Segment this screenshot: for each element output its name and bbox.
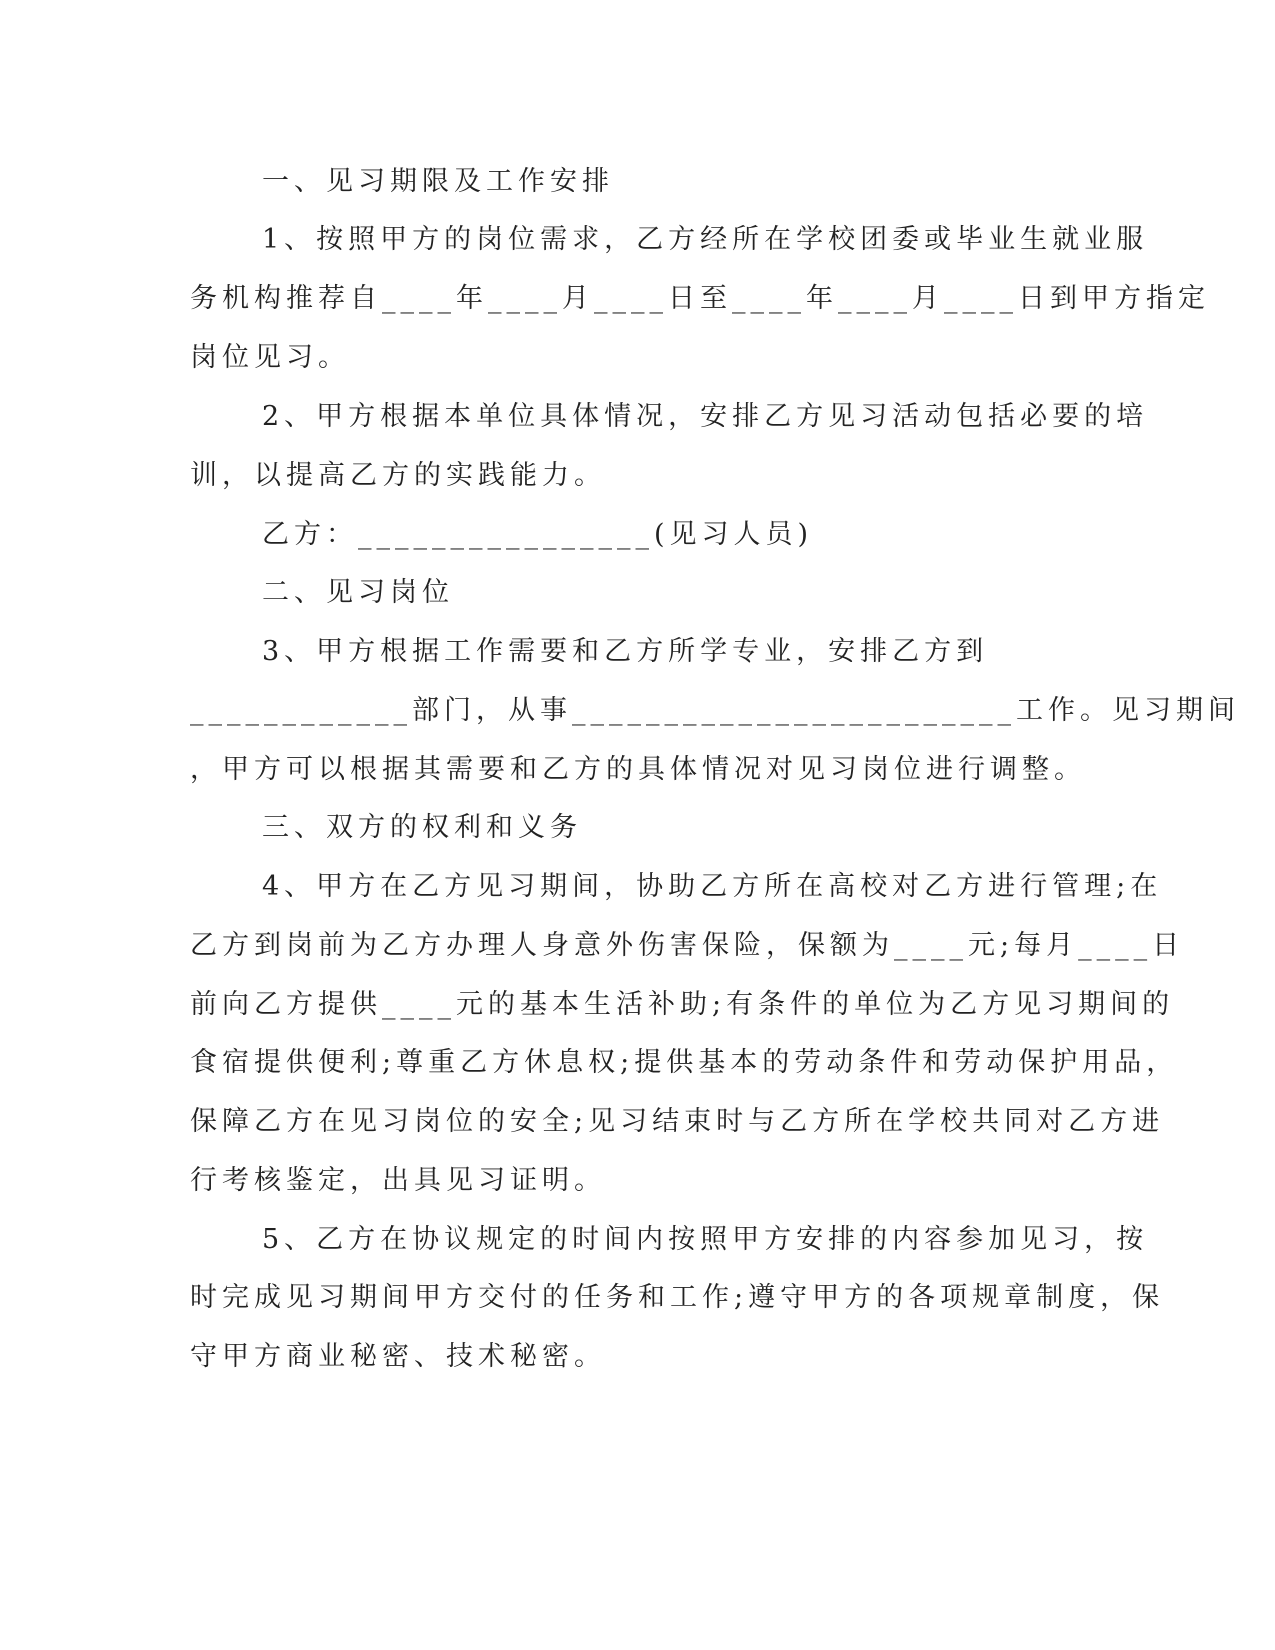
clause-4-line-5: 保障乙方在见习岗位的安全;见习结束时与乙方所在学校共同对乙方进 — [190, 1106, 1165, 1137]
clause-4-line-4: 食宿提供便利;尊重乙方休息权;提供基本的劳动条件和劳动保护用品， — [190, 1047, 1179, 1078]
clause-1-line-3: 岗位见习。 — [190, 342, 350, 373]
clause-2-line-1: 2、甲方根据本单位具体情况，安排乙方见习活动包括必要的培 — [262, 401, 1149, 432]
section-heading-rights-obligations: 三、双方的权利和义务 — [262, 812, 582, 843]
clause-1-line-1: 1、按照甲方的岗位需求，乙方经所在学校团委或毕业生就业服 — [262, 224, 1149, 255]
clause-5-line-2: 时完成见习期间甲方交付的任务和工作;遵守甲方的各项规章制度，保 — [190, 1282, 1165, 1313]
section-heading-internship-period: 一、见习期限及工作安排 — [262, 166, 614, 197]
clause-4-line-1: 4、甲方在乙方见习期间，协助乙方所在高校对乙方进行管理;在 — [262, 871, 1163, 902]
clause-3-line-2: ____________部门，从事________________________工作。见习期间 — [190, 695, 1240, 726]
clause-3-line-1: 3、甲方根据工作需要和乙方所学专业，安排乙方到 — [262, 636, 989, 667]
clause-4-line-2: 乙方到岗前为乙方办理人身意外伤害保险，保额为____元;每月____日 — [190, 930, 1185, 961]
clause-4-line-6: 行考核鉴定，出具见习证明。 — [190, 1165, 606, 1196]
clause-5-line-3: 守甲方商业秘密、技术秘密。 — [190, 1341, 606, 1372]
clause-1-line-2: 务机构推荐自____年____月____日至____年____月____日到甲方指定 — [190, 283, 1210, 314]
clause-4-line-3: 前向乙方提供____元的基本生活补助;有条件的单位为乙方见习期间的 — [190, 989, 1175, 1020]
section-heading-internship-post: 二、见习岗位 — [262, 577, 454, 608]
clause-3-line-3: ，甲方可以根据其需要和乙方的具体情况对见习岗位进行调整。 — [190, 754, 1086, 785]
clause-2-line-2: 训，以提高乙方的实践能力。 — [190, 460, 606, 491]
party-b-signature-line: 乙方：________________(见习人员) — [262, 519, 814, 550]
clause-5-line-1: 5、乙方在协议规定的时间内按照甲方安排的内容参加见习，按 — [262, 1224, 1149, 1255]
